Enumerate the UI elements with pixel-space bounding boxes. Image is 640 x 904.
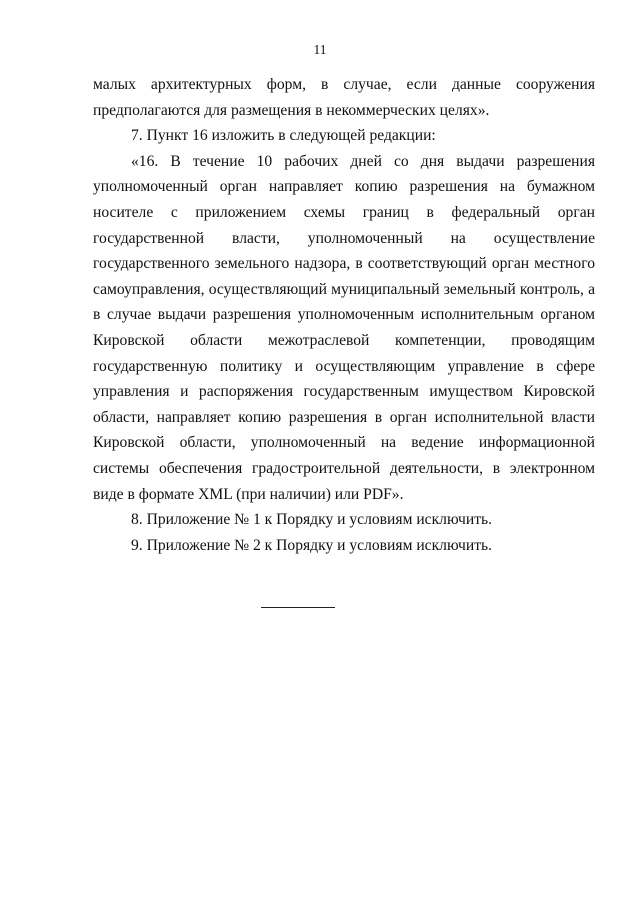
- paragraph-item-9: 9. Приложение № 2 к Порядку и условиям исключить.: [131, 536, 493, 554]
- page-number: 11: [313, 42, 327, 57]
- paragraph-item-7: 7. Пункт 16 изложить в следующей редакции:: [131, 127, 436, 145]
- paragraph-continuation: малых архитектурных форм, в случае, если данные сооружения предполагаются для размещения в некоммерческих целях».: [93, 76, 595, 119]
- document-body: [93, 72, 595, 558]
- paragraph-clause-16: «16. В течение 10 рабочих дней со дня выдачи разрешения уполномоченный орган направляет копию разрешения на бумажном носителе с приложением схемы границ в федеральный орган государственной власти, уполномоченный на осуществление государственного земельного надзора, в соответствующий орган местного самоуправления, осуществляющий муниципальный земельный контроль, а в случае выдачи разрешения уполномоченным исполнительным органом Кировской области межотраслевой компетенции, проводящим государственную политику и осуществляющим управление в сфере управления и распоряжения государственным имуществом Кировской области, направляет копию разрешения в орган исполнительной власти Кировской области, уполномоченный на ведение информационной системы обеспечения градостроительной деятельности, в электронном виде в формате XML (при наличии) или PDF».: [93, 152, 595, 503]
- end-divider: [261, 607, 335, 608]
- paragraph-item-8: 8. Приложение № 1 к Порядку и условиям исключить.: [131, 511, 493, 529]
